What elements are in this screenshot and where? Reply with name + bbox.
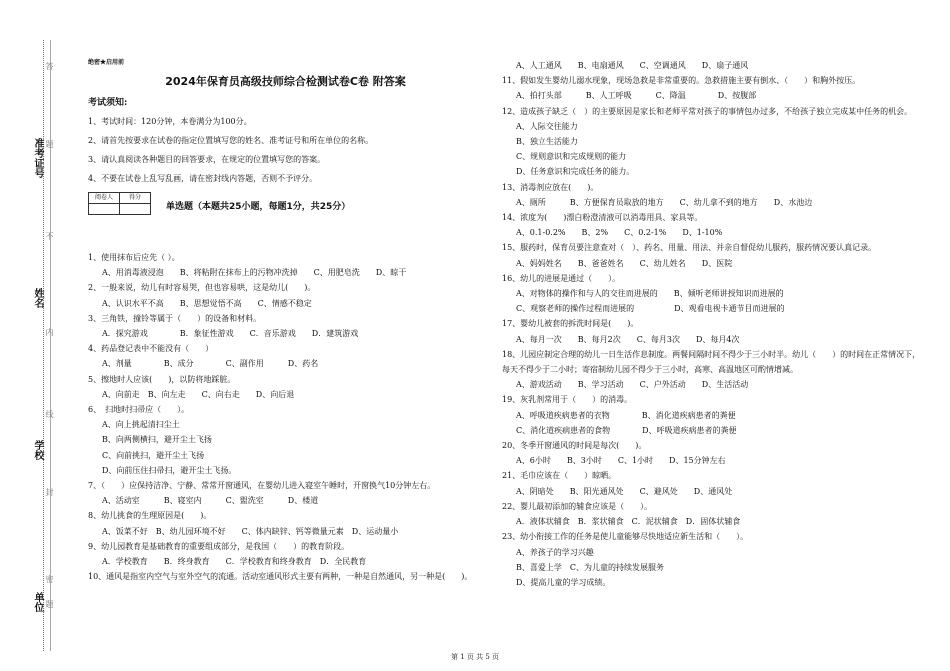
seal-char: 密 (45, 575, 54, 583)
question-stem: 18、儿园应制定合理的幼儿一日生活作息制度。两餐间隔时间不得少于三小时半。幼儿（ ）的时间在正常情况下，每天不得少于二小时；寄宿制幼儿园不得少于三小时，高寒、高温地区可酌情增减。 (502, 349, 921, 375)
answer-options: A、活动室 B、寝室内 C、盥洗室 D、楼道 (102, 496, 319, 506)
answer-options: A、人工通风 B、电扇通风 C、空调通风 D、扇子通风 (516, 61, 749, 70)
answer-options: A、妈妈姓名 B、爸爸姓名 C、幼儿姓名 D、医院 (516, 258, 733, 268)
notice-item: 4、不要在试卷上乱写乱画，请在密封线内答题，否则不予评分。 (88, 174, 318, 183)
question-stem: 3、三角铁，撞铃等属于（ ）的设备和材料。 (88, 313, 262, 323)
reviewer-header: 阅卷人 (89, 193, 120, 204)
question-stem: 12、造成孩子缺乏（ ）的主要原因是家长和老师平常对孩子的事情包办过多，不给孩子独立完成某中任务的机会。 (502, 106, 913, 116)
answer-options: C、向前挑扫，避开尘土飞扬 (102, 450, 205, 460)
score-header: 得分 (120, 193, 151, 204)
answer-options: B、独立生活能力 (516, 137, 578, 147)
answer-options: A．探究游戏 B．象征性游戏 C．音乐游戏 D．建筑游戏 (102, 329, 359, 339)
answer-options: A、阴暗处 B、阳光通风处 C、避风处 D、通风处 (516, 486, 733, 496)
answer-options: A、6小时 B、3小时 C、1小时 D、15分钟左右 (516, 456, 726, 466)
answer-options: A、剂量 B、成分 C、副作用 D、药名 (102, 359, 319, 369)
question-stem: 14、浓度为( )漂白粉澄清液可以消毒用具、家具等。 (502, 213, 703, 223)
answer-options: A．学校教育 B．终身教育 C．学校教育和终身教育 D．全民教育 (102, 557, 367, 567)
answer-options: A、向上挑起清扫尘土 (102, 420, 180, 430)
question-stem: 21、毛巾应该在（ ）晾晒。 (502, 471, 617, 481)
seal-char: 线 (45, 410, 54, 418)
question-stem: 13、消毒剂应放在( )。 (502, 182, 599, 192)
answer-options: A、每月一次 B、每月2次 C、每月3次 D、每月4次 (516, 334, 740, 344)
page-footer: 第 1 页 共 5 页 (450, 653, 500, 661)
exam-title: 2024年保育员高级技师综合检测试卷C卷 附答案 (165, 75, 406, 88)
answer-options: A、厕所 B、方便保育员取放的地方 C、幼儿拿不到的地方 D、水池边 (516, 197, 813, 207)
answer-options: A、游戏活动 B、学习活动 C、户外活动 D、生活活动 (516, 380, 749, 390)
answer-options: A、对物体的操作和与人的交往而进展的 B、倾听老师讲授知识而进展的 (516, 289, 784, 299)
answer-options: C、观察老师的操作过程而进展的 D、观看电视卡通节目而进展的 (516, 304, 785, 314)
question-stem: 4、药品登记表中不能没有（ ） (88, 344, 214, 354)
answer-options: D、向前压住扫帚扫，避开尘土飞扬。 (102, 465, 237, 475)
left-column (88, 58, 483, 584)
score-row (88, 192, 483, 216)
seal-char: 内 (45, 328, 54, 336)
question-stem: 6、 扫地时扫帚应（ ）。 (88, 405, 190, 415)
seal-char: 题 (45, 140, 54, 148)
question-stem: 9、幼儿园教育是基础教育的重要组成部分，是我国（ ）的教育阶段。 (88, 541, 350, 551)
exam-notice (88, 94, 483, 188)
answer-options: D、任务意识和完成任务的能力。 (516, 167, 635, 177)
seal-char: 答 (45, 62, 54, 70)
question-stem: 1、使用抹布后应先（ ）。 (88, 253, 180, 262)
question-stem: 16、幼儿的进展是通过（ ）。 (502, 273, 621, 283)
answer-options: B、喜爱上学 C、为儿童的持续发展服务 (516, 562, 664, 572)
question-stem: 7、（ ）应保持洁净、宁静、常常开窗通风，在婴幼儿进入寝室午睡时，开窗换气10分钟左右。 (88, 481, 436, 491)
answer-options: D、提高儿童的学习成绩。 (516, 577, 611, 587)
school-label: 学校 (32, 440, 43, 460)
question-stem: 10、通风是指室内空气与室外空气的流通。活动室通风形式主要有两种，一种是自然通风，另一种是( )。 (88, 572, 473, 582)
reviewer-cell[interactable] (89, 204, 120, 215)
question-stem: 5、擦地时人应该( )，以防将地踩脏。 (88, 374, 236, 384)
exam-number-label: 准考证号 (32, 138, 43, 178)
question-stem: 22、婴儿最初添加的辅食应该是（ ）。 (502, 501, 653, 511)
answer-options: A、认识水平不高 B、思想觉悟不高 C、情感不稳定 (102, 298, 312, 308)
score-table (88, 192, 151, 215)
section-title: 单选题（本题共25小题，每题1分，共25分） (166, 202, 351, 212)
answer-options: A、拍打头部 B、人工呼吸 C、降温 D、按腹部 (516, 91, 757, 101)
answer-options: A、饭菜不好 B、幼儿园环境不好 C、体内缺锌、钙等微量元素 D、运动量小 (102, 526, 399, 536)
answer-options: A、0.1-0.2% B、2% C、0.2-1% D、1-10% (516, 228, 723, 238)
notice-heading: 考试须知: (88, 98, 128, 108)
notice-item: 1、考试时间：120分钟，本卷满分为100分。 (88, 117, 252, 126)
seal-char: 封 (45, 488, 54, 496)
answer-options: A、向前走 B、向左走 C、向右走 D、向后退 (102, 389, 295, 399)
seal-line-solid (50, 40, 51, 651)
question-stem: 11、假如发生婴幼儿溺水现象，现场急救是非常重要的。急救措施主要有倒水、（ ）和胸外按压。 (502, 76, 861, 86)
left-question-list (88, 250, 483, 584)
question-stem: 8、幼儿挑食的生理原因是( )。 (88, 511, 212, 521)
notice-item: 3、请认真阅读各种题目的回答要求，在规定的位置填写您的答案。 (88, 155, 326, 164)
score-cell[interactable] (120, 204, 151, 215)
name-label: 姓名 (32, 288, 43, 308)
unit-label: 单位 (32, 592, 43, 612)
answer-options: A、人际交往能力 (516, 121, 578, 131)
answer-options: A、用消毒液浸泡 B、将粘附在抹布上的污物冲洗掉 C、用肥皂洗 D、晾干 (102, 268, 407, 278)
answer-options: B、向两侧横扫，避开尘土飞扬 (102, 435, 212, 445)
secret-mark: 绝密★启用前 (88, 59, 125, 66)
question-stem: 20、冬季开窗通风的时间是每次( )。 (502, 441, 647, 451)
right-question-list (502, 58, 924, 590)
question-stem: 19、灰乳剂常用于（ ）的消毒。 (502, 395, 633, 405)
seal-char: 不 (45, 232, 54, 240)
notice-item: 2、请首先按要求在试卷的指定位置填写您的姓名、准考证号和所在单位的名称。 (88, 136, 374, 145)
binding-margin (0, 0, 60, 671)
right-column (502, 58, 924, 590)
seal-char: 题 (45, 600, 54, 608)
question-stem: 2、一般来说，幼儿有时容易哭，但也容易哄，这是幼儿( )。 (88, 283, 316, 293)
question-stem: 17、婴幼儿被套的拆洗时间是( )。 (502, 319, 639, 329)
seal-line-dotted (43, 40, 44, 651)
answer-options: C、规则意识和完成规则的能力 (516, 152, 627, 162)
answer-options: A、呼吸道疾病患者的衣物 B、消化道疾病患者的粪便 (516, 410, 736, 420)
answer-options: A、养孩子的学习兴趣 (516, 547, 594, 557)
question-stem: 23、幼小衔接工作的任务是使儿童能够尽快地适应新生活和（ ）。 (502, 532, 749, 542)
answer-options: C、消化道疾病患者的食物 D、呼吸道疾病患者的粪便 (516, 425, 737, 435)
question-stem: 15、服药时，保育员要注意查对（ ）、药名、用量、用法、并亲自督促幼儿服药，服药情况要认真记录。 (502, 243, 877, 253)
answer-options: A．液体状辅食 B．浆状辅食 C．泥状辅食 D．固体状辅食 (516, 517, 741, 527)
